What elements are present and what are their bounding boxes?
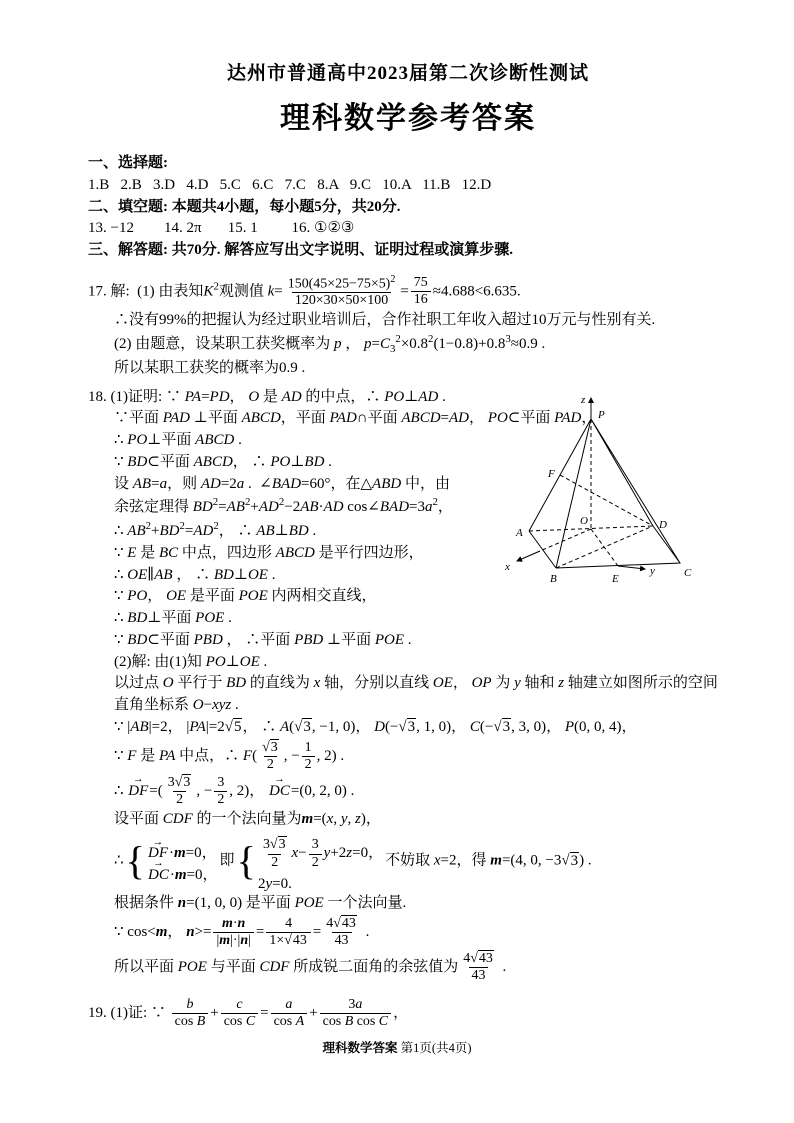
text-line: ∵ PO， OE 是平面 POE 内两相交直线， [114, 588, 377, 605]
text-line: ∵平面 PAD ⊥平面 ABCD，平面 PAD∩平面 ABCD=AD， PO⊂平面 PAD， [114, 410, 597, 427]
point-label-O: O [580, 515, 588, 527]
text-line: 根据条件 n=(1, 0, 0) 是平面 POE 一个法向量. [114, 894, 407, 911]
text-line: ∵ F 是 PA 中点，∴ F( $\frac{√3}{2}$ , − $\frac{1}{2}$ , 2) . [114, 739, 345, 772]
text-line: ∴ → DF=( $\frac{3√3}{2}$ , − $\frac{3}{2}$ , 2)， → DC=(0, 2, 0) . [114, 774, 355, 807]
point-label-D: D [659, 519, 667, 531]
text-line: ∴ PO⊥平面 ABCD . [114, 432, 242, 449]
text-line: ∴没有99%的把握认为经过职业培训后，合作社职工年收入超过10万元与性别有关. [114, 312, 656, 329]
page-footer [0, 1038, 794, 1056]
point-label-B: B [550, 573, 557, 585]
text-line: 一、选择题: [88, 155, 168, 171]
point-label-A: A [516, 527, 523, 539]
point-label-E: E [612, 573, 619, 585]
text-line: 所以平面 POE 与平面 CDF 所成锐二面角的余弦值为 $\frac{4√43}{43}$ . [114, 950, 507, 983]
text-line: ∴ $AB^2+BD^2=AD^2$， ∴ AB⊥BD . [114, 520, 317, 540]
text-line: 设 AB=a，则 AD=2a . ∠BAD=60°，在△ABD 中，由 [114, 475, 450, 492]
text-line: 三、解答题: 共70分. 解答应写出文字说明、证明过程或演算步骤. [88, 242, 513, 258]
text-line: (2) 由题意，设某职工获奖概率为 p ， $p=C_3^2\times 0.8^2(1-0.8)+0.8^3\approx 0.9$ . [114, 333, 546, 356]
text-line: ∵ |AB|=2， |PA|=2√5， ∴ A(√3, −1, 0)， D(−√3, 1, 0)， C(−√3, 3, 0)， P(0, 0, 4)， [114, 718, 637, 735]
text-line: 二、填空题: 本题共4小题，每小题5分，共20分. [88, 198, 401, 215]
axis-label-y: y [650, 565, 655, 577]
text-line: 17. 解: (1) 由表知$K^2$观测值 k= $\frac{150(45\times 25-75\times 5)^2}{120\times 30\times 50\times 100}$ = $\frac{75}{16}$ ≈4.688<6.635. [88, 273, 521, 309]
text-line: 所以某职工获奖的概率为0.9 . [114, 359, 306, 376]
axis-label-x: x [505, 561, 510, 573]
text-line: 余弦定理得 $BD^2=AB^2+AD^2-2AB\cdot AD$ $\cos\angle BAD=3a^2$， [114, 496, 453, 516]
axis-label-z: z [581, 394, 586, 406]
text-line: ∵ BD⊂平面 ABCD， ∴ PO⊥BD . [114, 453, 332, 470]
text-line: 直角坐标系 O−xyz . [114, 697, 239, 714]
text-line: ∵ cos<m， n>= $\frac{m\cdot n}{|m|\cdot|n|}$ = $\frac{4}{1\times√43}$ = $\frac{4√43}{43}$ . [114, 915, 370, 948]
footer-doc-label: 理科数学答案 [322, 1041, 398, 1055]
text-line: (2)解: 由(1)知 PO⊥OE . [114, 653, 268, 670]
text-line: ∴ { → DF·m=0， → DC·m=0， 即 { $\frac{3√3}{2}$ x− $\frac{3}{2}$ y+2z=0， 2y=0. 不妨取 x=2，得 m=(4, 0, −3√3) . [114, 836, 592, 892]
footer-page-number: 第1页(共4页) [397, 1041, 472, 1055]
text-line: 13. −12 14. 2π 15. 1 16. ①②③ [88, 220, 355, 237]
y-axis [618, 566, 645, 569]
text-line: ∴ BD⊥平面 POE . [114, 610, 232, 627]
text-line: 设平面 CDF 的一个法向量为m=(x, y, z)， [114, 810, 381, 827]
x-axis [517, 551, 540, 561]
text-line: 以过点 O 平行于 BD 的直线为 x 轴，分别以直线 OE， OP 为 y 轴和 z 轴建立如图所示的空间 [114, 675, 718, 692]
point-label-F: F [548, 468, 555, 480]
text-line: ∴ OE∥AB ， ∴ BD⊥OE . [114, 566, 276, 583]
point-label-P: P [598, 409, 605, 421]
text-line: 18. (1)证明: ∵ PA=PD， O 是 AD 的中点，∴ PO⊥AD . [88, 388, 446, 405]
text-line: 19. (1)证: ∵ $\frac{b}{\text{cos B}}$ + $\frac{c}{\text{cos C}}$ = $\frac{a}{\text{cos A}}$ + $\frac{3a}{\text{cos B cos C}}$ ， [88, 996, 409, 1029]
document-subtitle: 理科数学参考答案 [280, 102, 536, 135]
document-title: 达州市普通高中2023届第二次诊断性测试 [226, 63, 589, 84]
point-label-C: C [684, 567, 692, 579]
text-line: ∵ BD⊂平面 PBD ， ∴平面 PBD ⊥平面 POE . [114, 631, 412, 648]
text-line: 1.B 2.B 3.D 4.D 5.C 6.C 7.C 8.A 9.C 10.A 11.B 12.D [88, 176, 492, 193]
solid-geometry-figure [498, 388, 710, 603]
text-line: ∵ E 是 BC 中点，四边形 ABCD 是平行四边形， [114, 544, 424, 561]
